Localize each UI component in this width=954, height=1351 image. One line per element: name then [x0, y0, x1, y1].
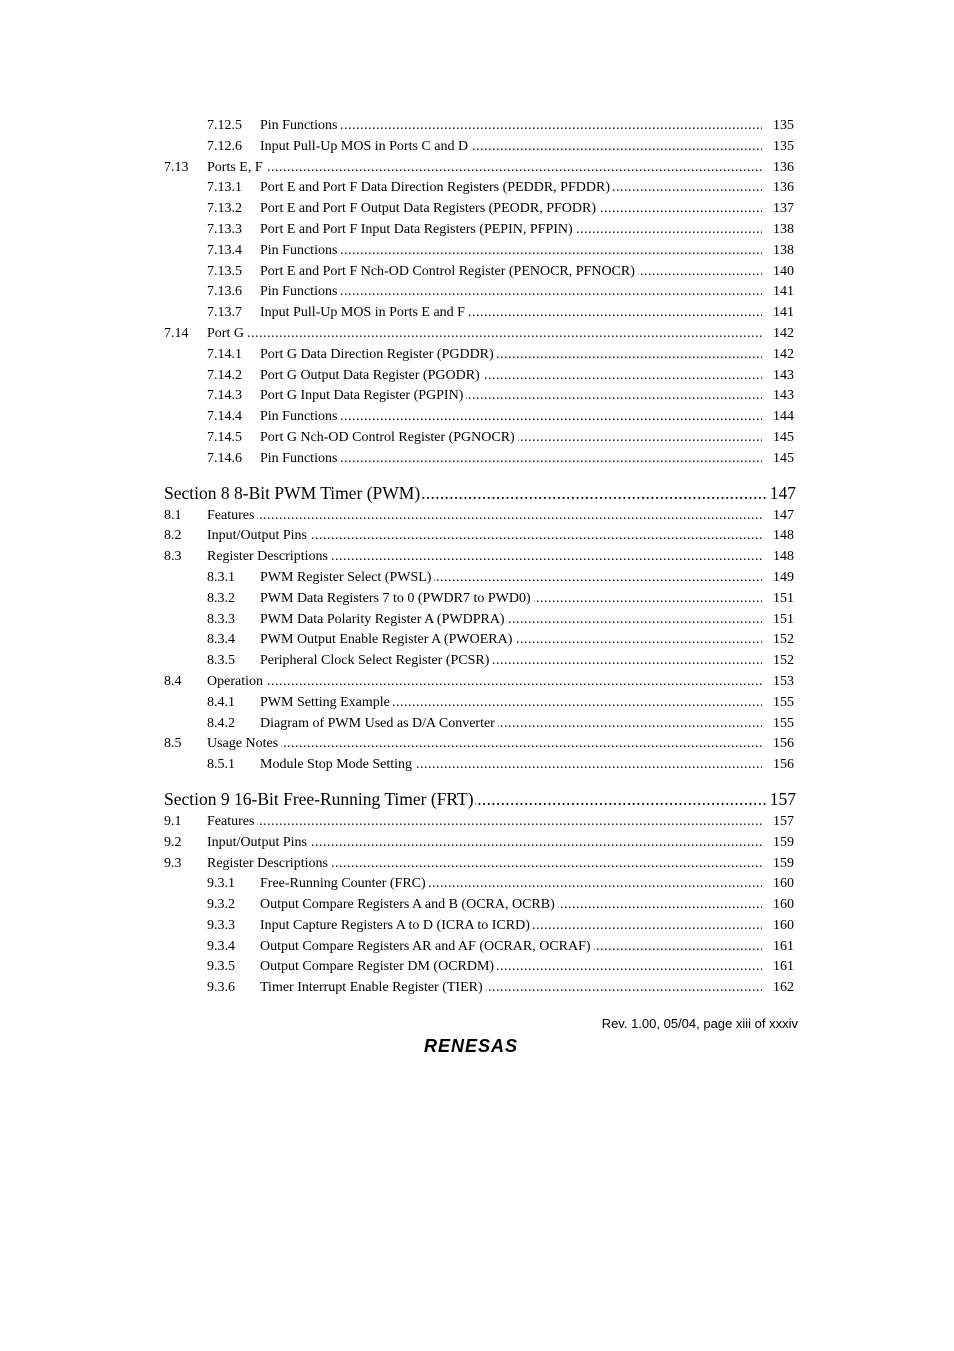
toc-entry-number: 7.13.4: [207, 242, 242, 258]
toc-entry-title: Free-Running Counter (FRC): [260, 876, 429, 891]
toc-page-number: 148: [762, 526, 794, 547]
toc-entry-title: PWM Data Registers 7 to 0 (PWDR7 to PWD0): [260, 591, 534, 606]
toc-entry-title: Output Compare Register DM (OCRDM): [260, 959, 497, 974]
toc-entry-title: Pin Functions: [260, 409, 340, 424]
toc-entry: [164, 449, 796, 470]
toc-entry-title: Port G Data Direction Register (PGDDR): [260, 347, 497, 362]
toc-entry: [164, 303, 796, 324]
toc-entry: [164, 957, 796, 978]
toc-entry-title: Peripheral Clock Select Register (PCSR): [260, 653, 492, 668]
toc-entry-title: Ports E, F: [207, 160, 266, 175]
toc-entry: [164, 672, 796, 693]
toc-entry-number: 7.14.2: [207, 367, 242, 383]
toc-entry: [164, 506, 796, 527]
toc-page-number: 135: [762, 116, 794, 137]
toc-entry-number: 8.3.5: [207, 653, 235, 669]
toc-page-number: 149: [762, 568, 794, 589]
renesas-logo: [424, 1034, 542, 1056]
toc-entry-title: Register Descriptions: [207, 549, 331, 564]
toc-entry: [164, 589, 796, 610]
toc-page-number: 141: [762, 303, 794, 324]
toc-entry-title: Usage Notes: [207, 736, 281, 751]
toc-entry-number: 8.3.3: [207, 611, 235, 627]
toc-entry-title: PWM Output Enable Register A (PWOERA): [260, 632, 515, 647]
toc-entry-number: 8.3.4: [207, 632, 235, 648]
toc-entry-title: Input Pull-Up MOS in Ports C and D: [260, 139, 471, 154]
toc-entry: [164, 714, 796, 735]
toc-page-number: 136: [762, 178, 794, 199]
toc-page-number: 145: [762, 449, 794, 470]
toc-entry: [164, 755, 796, 776]
toc-page-number: 161: [762, 937, 794, 958]
toc-entry: [164, 630, 796, 651]
toc-entry-number: 7.14.5: [207, 429, 242, 445]
toc-entry-title: Features: [207, 508, 257, 523]
toc-entry-number: 9.3.1: [207, 876, 235, 892]
toc-entry-title: Output Compare Registers AR and AF (OCRAR, OCRAF): [260, 939, 594, 954]
toc-entry: [164, 874, 796, 895]
toc-page-number: 160: [762, 895, 794, 916]
toc-page-number: 159: [762, 854, 794, 875]
toc-page-number: 153: [762, 672, 794, 693]
toc-entry-number: 9.3.5: [207, 959, 235, 975]
toc-page-number: 155: [762, 714, 794, 735]
toc-page-number: 159: [762, 833, 794, 854]
toc-page-number: 138: [762, 220, 794, 241]
toc-entry-number: 9.1: [164, 813, 182, 829]
toc-entry-title: Port G Nch-OD Control Register (PGNOCR): [260, 430, 518, 445]
toc-entry-number: 7.13.1: [207, 180, 242, 196]
toc-entry-title: PWM Register Select (PWSL): [260, 570, 434, 585]
toc-page-number: 156: [762, 755, 794, 776]
toc-entry-number: 8.4.2: [207, 715, 235, 731]
toc-entry-number: 7.14.1: [207, 346, 242, 362]
toc-entry: [164, 978, 796, 999]
toc-entry: [164, 895, 796, 916]
toc-entry-number: 7.14.6: [207, 450, 242, 466]
toc-entry: [164, 916, 796, 937]
toc-entry-number: 8.2: [164, 528, 182, 544]
toc-page-number: 155: [762, 693, 794, 714]
toc-page-number: 156: [762, 734, 794, 755]
toc-page-number: 136: [762, 158, 794, 179]
toc-page-number: 157: [762, 812, 794, 833]
toc-entry-number: 9.3.3: [207, 917, 235, 933]
toc-entry-title: Diagram of PWM Used as D/A Converter: [260, 716, 498, 731]
toc-entry: [164, 734, 796, 755]
toc-page-number: 152: [762, 651, 794, 672]
toc-page-number: 148: [762, 547, 794, 568]
toc-entry-title: Features: [207, 814, 257, 829]
toc-entry-title: Input Pull-Up MOS in Ports E and F: [260, 305, 468, 320]
toc-entry-number: 7.14.3: [207, 388, 242, 404]
toc-section-heading: [164, 480, 796, 506]
toc-entry-title: Input/Output Pins: [207, 528, 310, 543]
toc-entry: [164, 428, 796, 449]
toc-entry-number: 7.12.6: [207, 138, 242, 154]
toc-entry-number: 7.13.7: [207, 305, 242, 321]
toc-page-number: 143: [762, 366, 794, 387]
toc-entry-number: 8.1: [164, 507, 182, 523]
toc-entry-number: 7.13.6: [207, 284, 242, 300]
toc-entry-title: Port E and Port F Nch-OD Control Register (PENOCR, PFNOCR): [260, 264, 638, 279]
toc-entry-number: 9.3: [164, 855, 182, 871]
toc-entry-number: 9.3.4: [207, 938, 235, 954]
toc-entry-number: 8.4.1: [207, 694, 235, 710]
toc-page-number: 161: [762, 957, 794, 978]
toc-entry-number: 8.5: [164, 736, 182, 752]
toc-entry-number: 8.5.1: [207, 757, 235, 773]
toc-page-number: 147: [762, 506, 794, 527]
toc-entry: [164, 854, 796, 875]
toc-entry: [164, 693, 796, 714]
toc-page-number: 142: [762, 345, 794, 366]
toc-entry-number: 7.14: [164, 325, 189, 341]
toc-entry-title: Timer Interrupt Enable Register (TIER): [260, 980, 486, 995]
toc-page-number: 151: [762, 610, 794, 631]
toc-page-number: 145: [762, 428, 794, 449]
toc-entry: [164, 812, 796, 833]
toc-entry: [164, 137, 796, 158]
toc-entry-title: Output Compare Registers A and B (OCRA, OCRB): [260, 897, 558, 912]
toc-entry-number: 9.3.6: [207, 980, 235, 996]
toc-page-number: 143: [762, 386, 794, 407]
toc-entry-title: PWM Setting Example: [260, 695, 393, 710]
toc-entry-number: 8.3.1: [207, 569, 235, 585]
toc-entry-number: 7.13: [164, 159, 189, 175]
toc-entry: [164, 651, 796, 672]
toc-section-heading: [164, 786, 796, 812]
toc-entry: [164, 262, 796, 283]
svg-text:RENESAS: RENESAS: [424, 1036, 519, 1056]
toc-page-number: 144: [762, 407, 794, 428]
toc-entry-title: Port G Output Data Register (PGODR): [260, 368, 483, 383]
toc-page-number: 138: [762, 241, 794, 262]
toc-entry-title: Pin Functions: [260, 284, 340, 299]
toc-entry-number: 8.3.2: [207, 590, 235, 606]
toc-page-number: 141: [762, 282, 794, 303]
toc-entry-title: Port G: [207, 326, 247, 341]
toc-entry-title: Register Descriptions: [207, 856, 331, 871]
page-footer-revision: Rev. 1.00, 05/04, page xiii of xxxiv: [601, 1016, 798, 1031]
toc-entry: [164, 937, 796, 958]
toc-page-number: 162: [762, 978, 794, 999]
toc-entry: [164, 116, 796, 137]
toc-entry: [164, 282, 796, 303]
toc-entry-title: PWM Data Polarity Register A (PWDPRA): [260, 612, 508, 627]
toc-entry-title: Port G Input Data Register (PGPIN): [260, 388, 466, 403]
toc-entry-number: 9.3.2: [207, 897, 235, 913]
table-of-contents: [164, 116, 796, 999]
toc-entry-title: Port E and Port F Output Data Registers (PEODR, PFODR): [260, 201, 599, 216]
toc-page-number: 157: [766, 786, 796, 812]
toc-page-number: 147: [766, 480, 796, 506]
toc-entry-title: Input Capture Registers A to D (ICRA to ICRD): [260, 918, 533, 933]
toc-entry-title: Port E and Port F Data Direction Registers (PEDDR, PFDDR): [260, 180, 613, 195]
toc-entry-number: 7.12.5: [207, 118, 242, 133]
toc-entry-number: 7.14.4: [207, 409, 242, 425]
toc-section-title: Section 8 8-Bit PWM Timer (PWM): [164, 482, 421, 503]
toc-entry-number: 8.3: [164, 549, 182, 565]
toc-page-number: 142: [762, 324, 794, 345]
toc-entry-title: Port E and Port F Input Data Registers (PEPIN, PFPIN): [260, 222, 576, 237]
toc-entry: [164, 324, 796, 345]
toc-entry-title: Module Stop Mode Setting: [260, 757, 415, 772]
toc-entry-title: Pin Functions: [260, 118, 340, 133]
toc-page-number: 160: [762, 916, 794, 937]
toc-page-number: 160: [762, 874, 794, 895]
toc-entry: [164, 386, 796, 407]
toc-entry-title: Input/Output Pins: [207, 835, 310, 850]
toc-entry: [164, 199, 796, 220]
toc-entry-title: Pin Functions: [260, 243, 340, 258]
toc-entry-number: 9.2: [164, 834, 182, 850]
toc-entry-number: 7.13.5: [207, 263, 242, 279]
toc-page-number: 151: [762, 589, 794, 610]
toc-entry: [164, 407, 796, 428]
toc-page-number: 135: [762, 137, 794, 158]
toc-entry-number: 7.13.2: [207, 201, 242, 217]
toc-entry: [164, 158, 796, 179]
toc-entry-number: 7.13.3: [207, 221, 242, 237]
toc-entry: [164, 345, 796, 366]
toc-entry: [164, 568, 796, 589]
toc-entry: [164, 833, 796, 854]
toc-entry: [164, 241, 796, 262]
toc-entry: [164, 526, 796, 547]
toc-entry: [164, 220, 796, 241]
toc-entry-title: Operation: [207, 674, 266, 689]
toc-entry: [164, 610, 796, 631]
toc-section-title: Section 9 16-Bit Free-Running Timer (FRT): [164, 788, 474, 809]
toc-page-number: 140: [762, 262, 794, 283]
toc-entry-title: Pin Functions: [260, 451, 340, 466]
toc-page-number: 137: [762, 199, 794, 220]
toc-entry: [164, 366, 796, 387]
toc-page-number: 152: [762, 630, 794, 651]
toc-entry: [164, 178, 796, 199]
toc-entry-number: 8.4: [164, 673, 182, 689]
toc-entry: [164, 547, 796, 568]
